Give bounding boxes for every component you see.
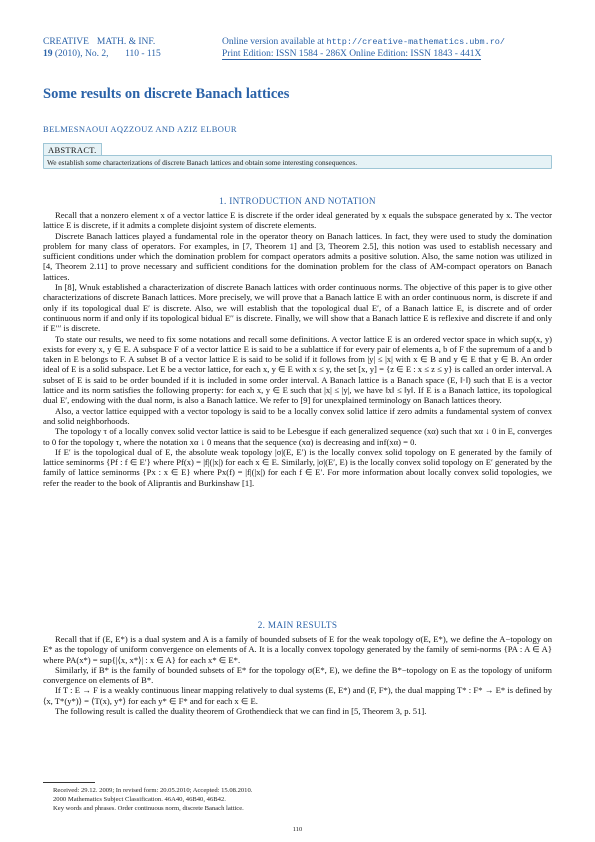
abstract-label: ABSTRACT.: [43, 143, 102, 157]
print-edition: Print Edition: ISSN 1584 - 286X Online Edition: ISSN 1843 - 441X: [222, 49, 482, 59]
footnote-divider: [43, 782, 95, 783]
section-1-body: [43, 210, 552, 488]
section-2-title: 2. MAIN RESULTS: [257, 620, 338, 630]
paragraph: If T : E → F is a weakly continuous linear mapping relatively to dual systems (E, E*) and (F, F*), the dual mapping T* : F* → E* is defined by ⟨x, T*(y*)⟩ = ⟨T(x), y*⟩ for each y* ∈ F* and for each x ∈ E.: [43, 685, 552, 706]
journal-subtitle: MATH. & INF.: [96, 37, 156, 47]
paragraph: Also, a vector lattice equipped with a vector topology is said to be a locally convex solid lattice if zero admits a fundamental system of convex and solid neighborhoods.: [43, 405, 552, 426]
footnotes: [53, 786, 252, 813]
paper-authors: BELMESNAOUI AQZZOUZ AND AZIZ ELBOUR: [43, 124, 237, 134]
paragraph: Recall that a nonzero element x of a vector lattice E is discrete if the order ideal generated by x equals the subspace generated by x. The vector lattice E is discrete, if it admits a complete disjoint system of discrete elements.: [43, 210, 552, 231]
journal-name: CREATIVE: [43, 37, 89, 47]
journal-header: [43, 36, 161, 60]
page-number: 110: [292, 826, 303, 833]
online-url-link[interactable]: http://creative-mathematics.ubm.ro/: [326, 37, 505, 47]
paragraph: The topology τ of a locally convex solid vector lattice is said to be Lebesgue if each generalized sequence (xα) such that xα ↓ 0 in E, converges to 0 for the topology τ, where the notation xα ↓ 0 means that the sequence (xα) is decreasing and inf(xα) = 0.: [43, 426, 552, 447]
issue-info: (2010), No. 2,: [54, 49, 109, 59]
received-dates: Received: 29.12. 2009; In revised form: 20.05.2010; Accepted: 15.08.2010.: [53, 787, 253, 794]
edition-info: [222, 36, 505, 60]
keywords: Key words and phrases. Order continuous norm, discrete Banach lattice.: [53, 805, 244, 812]
paragraph: Discrete Banach lattices played a fundamental role in the operator theory on Banach lattices. In fact, they were used to study the domination problem for many class of operators. For examples, in [7, Theorem 1] and [3, Theorem 2.5], this notion was used to establish necessary and sufficient conditions under which the domination problem for compact operators admits a positive solution. Also, the same notion was utilized in [4, Theorem 2.11] to prove necessary and sufficient conditions for the domination problem for the class of AM-compact operators on Banach lattices.: [43, 230, 552, 282]
paragraph: Recall that if (E, E*) is a dual system and A is a family of bounded subsets of E for the weak topology σ(E, E*), we define the A−topology on E* as the topology of uniform convergence on elements of A. It is a locally convex topology generated by the family of semi-norms {PA : A ∈ A} where PA(x*) = sup{|⟨x, x*⟩| : x ∈ A} for each x* ∈ E*.: [43, 634, 552, 665]
paragraph: If E′ is the topological dual of E, the absolute weak topology |σ|(E, E′) is the locally convex solid topology on E generated by the family of lattice seminorms {Pf : f ∈ E′} where Pf(x) = |f|(|x|) for each x ∈ E. Similarly, |σ|(E′, E) is the locally convex solid topology on E′ generated by the family of lattice seminorms {Px : x ∈ E} where Px(f) = |f|(|x|) for each f ∈ E′. For more information about locally convex solid topologies, we refer the reader to the book of Aliprantis and Burkinshaw [1].: [43, 446, 552, 488]
paragraph: To state our results, we need to fix some notations and recall some definitions. A vector lattice E is an ordered vector space in which sup(x, y) exists for every x, y ∈ E. A subspace F of a vector lattice E is said to be a sublattice if for every pair of elements a, b of F the supremum of a and b taken in E belongs to F. A subset B of a vector lattice E is said to be solid if it follows from |y| ≤ |x| with x ∈ B and y ∈ E that y ∈ B. An order ideal of E is a solid subspace. Let E be a vector lattice, for each x, y ∈ E with x ≤ y, the set [x, y] = {z ∈ E : x ≤ z ≤ y} is called an order interval. A subset of E is said to be order bounded if it is included in some order interval. A Banach lattice is a Banach space (E, ‖·‖) such that E is a vector lattice and its norm satisfies the following property: for each x, y ∈ E such that |x| ≤ |y|, we have ‖x‖ ≤ ‖y‖. If E is a Banach lattice, its topological dual E′, endowing with the dual norm, is also a Banach lattice. We refer to [9] for unexplained terminology on Banach lattices theory.: [43, 333, 552, 406]
paragraph: Similarly, if B* is the family of bounded subsets of E* for the topology σ(E*, E), we define the B*−topology on E as the topology of uniform convergence on elements of B*.: [43, 664, 552, 686]
msc-classification: 2000 Mathematics Subject Classification. 46A40, 46B40, 46B42.: [53, 796, 226, 803]
section-1-title: 1. INTRODUCTION AND NOTATION: [219, 196, 376, 206]
page-range: 110 - 115: [125, 49, 161, 59]
paragraph: In [8], Wnuk established a characterization of discrete Banach lattices with order continuous norms. The objective of this paper is to give other characterizations of discrete Banach lattices. More precisely, we will prove that a Banach lattice E with an order continuous norm, is discrete if and only if its topological dual E′ is discrete. Also, we will establish that the topological dual E′, of a Banach lattice E, is discrete and of order continuous norm if and only if its topological bidual E′′ is discrete. Finally, we will show that a Banach lattice E is reflexive and discrete if and only if E′′′ is discrete.: [43, 282, 552, 334]
online-label: Online version available at: [222, 37, 325, 47]
abstract-text: We establish some characterizations of discrete Banach lattices and obtain some interesting consequences.: [43, 155, 552, 169]
paper-title: Some results on discrete Banach lattices: [43, 86, 290, 102]
volume-number: 19: [43, 49, 53, 59]
paragraph: The following result is called the duality theorem of Grothendieck that we can find in [5, Theorem 3, p. 51].: [55, 706, 427, 717]
section-2-body: [43, 634, 552, 716]
